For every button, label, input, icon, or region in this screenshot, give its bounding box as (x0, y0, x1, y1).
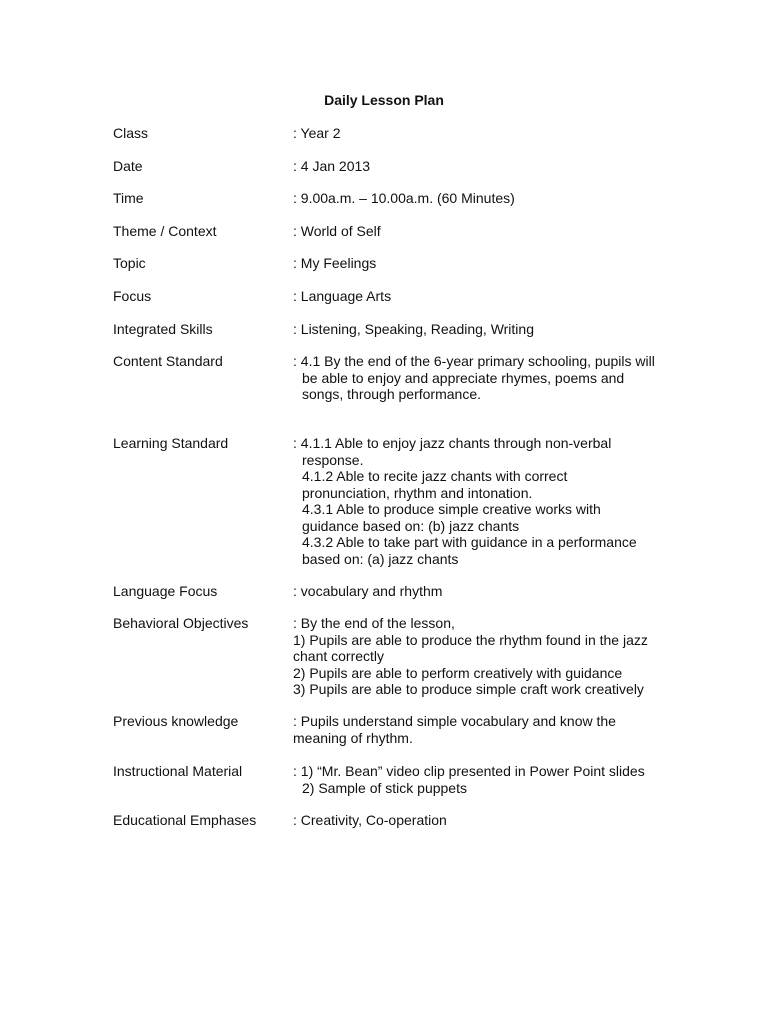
previous-knowledge-line: : Pupils understand simple vocabulary and know the (293, 713, 616, 729)
date-label: Date (113, 158, 143, 174)
date-value: : 4 Jan 2013 (293, 158, 371, 174)
content-standard-value (293, 353, 673, 403)
focus-label: Focus (113, 288, 152, 304)
objectives-line: 1) Pupils are able to produce the rhythm found in the jazz (293, 631, 648, 648)
time-value: : 9.00a.m. – 10.00a.m. (60 Minutes) (293, 190, 515, 206)
objectives-line: : By the end of the lesson, (293, 615, 455, 631)
content-standard-label: Content Standard (113, 353, 223, 369)
class-value: : Year 2 (293, 125, 341, 141)
focus-value: : Language Arts (293, 288, 392, 304)
theme-value: : World of Self (293, 223, 381, 239)
instructional-material-line: 2) Sample of stick puppets (302, 779, 467, 796)
skills-value: : Listening, Speaking, Reading, Writing (293, 321, 534, 337)
content-standard-line: songs, through performance. (302, 386, 481, 402)
educational-emphases-label: Educational Emphases (113, 812, 257, 828)
page-title: Daily Lesson Plan (324, 92, 444, 108)
learning-standard-line: 4.3.2 Able to take part with guidance in a performance (302, 534, 637, 550)
learning-standard-value (293, 435, 673, 567)
learning-standard-line: response. (302, 451, 364, 468)
learning-standard-line: pronunciation, rhythm and intonation. (302, 484, 533, 501)
objectives-line: 2) Pupils are able to perform creatively with guidance (293, 664, 623, 681)
learning-standard-label: Learning Standard (113, 435, 229, 451)
theme-label: Theme / Context (113, 223, 217, 239)
previous-knowledge-value (293, 713, 673, 746)
class-label: Class (113, 125, 149, 141)
previous-knowledge-label: Previous knowledge (113, 713, 239, 729)
learning-standard-line: : 4.1.1 Able to enjoy jazz chants through non-verbal (293, 435, 612, 451)
language-focus-value: : vocabulary and rhythm (293, 583, 443, 599)
learning-standard-line: 4.3.1 Able to produce simple creative works with (302, 501, 601, 517)
topic-label: Topic (113, 255, 146, 271)
time-label: Time (113, 190, 144, 206)
objectives-line: 3) Pupils are able to produce simple craft work creatively (293, 681, 644, 697)
objectives-value (293, 615, 673, 698)
content-standard-line: : 4.1 By the end of the 6-year primary schooling, pupils will (293, 353, 655, 369)
instructional-material-label: Instructional Material (113, 763, 243, 779)
skills-label: Integrated Skills (113, 321, 213, 337)
content-standard-line: be able to enjoy and appreciate rhymes, poems and (302, 369, 625, 386)
instructional-material-value (293, 763, 673, 796)
objectives-label: Behavioral Objectives (113, 615, 249, 631)
learning-standard-line: 4.1.2 Able to recite jazz chants with correct (302, 468, 568, 484)
instructional-material-line: : 1) “Mr. Bean” video clip presented in Power Point slides (293, 763, 645, 779)
language-focus-label: Language Focus (113, 583, 218, 599)
learning-standard-line: based on: (a) jazz chants (302, 550, 459, 567)
objectives-line: chant correctly (293, 648, 385, 664)
educational-emphases-value: : Creativity, Co-operation (293, 812, 447, 828)
topic-value: : My Feelings (293, 255, 377, 271)
learning-standard-line: guidance based on: (b) jazz chants (302, 517, 520, 534)
previous-knowledge-line: meaning of rhythm. (293, 729, 413, 746)
